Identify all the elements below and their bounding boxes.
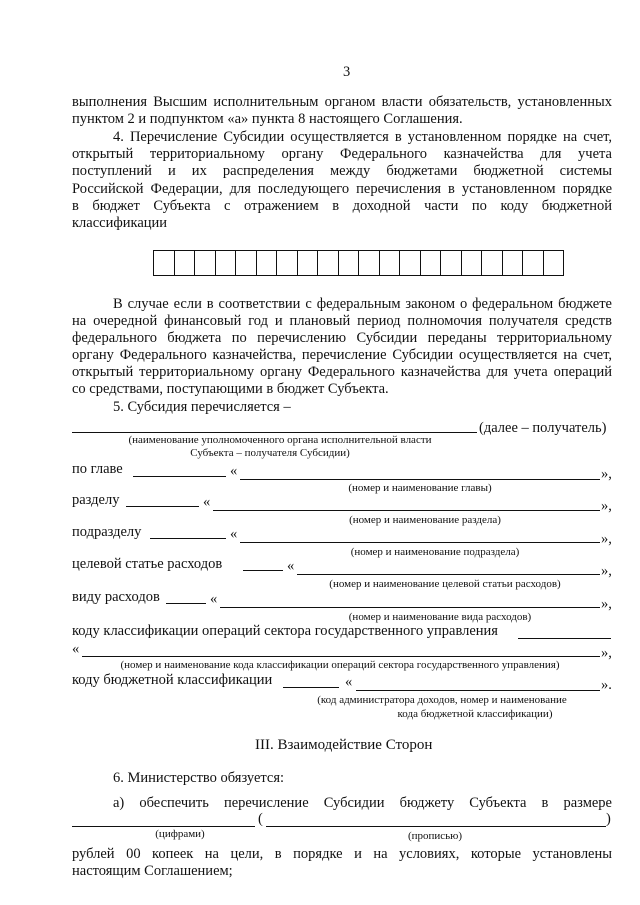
code-cell <box>522 251 543 275</box>
fill-line <box>220 607 600 608</box>
code-cell <box>481 251 502 275</box>
code-cell <box>399 251 420 275</box>
fill-line <box>297 574 600 575</box>
fill-line <box>72 826 255 827</box>
label: целевой статье расходов <box>72 556 223 572</box>
fill-line <box>126 506 199 507</box>
quote: « <box>287 558 295 574</box>
text-line: рублей 00 копеек на цели, в порядке и на условиях, которые установлены <box>72 846 612 862</box>
quote: « <box>72 641 80 657</box>
quote: », <box>601 498 612 514</box>
quote: », <box>601 645 612 661</box>
label: по главе <box>72 461 123 477</box>
text-line: пунктом 2 и подпунктом «а» пункта 8 настоящего Соглашения. <box>72 111 463 127</box>
fill-line <box>283 687 339 688</box>
code-cell <box>358 251 379 275</box>
code-cell <box>317 251 338 275</box>
code-cell <box>235 251 256 275</box>
code-cell <box>256 251 277 275</box>
text-line: В случае если в соответствии с федеральным законом о федеральном бюджете <box>113 296 612 312</box>
text-line: (далее – получатель) <box>479 420 607 436</box>
text-line: 6. Министерство обязуется: <box>113 770 285 786</box>
paren: ( <box>258 811 263 827</box>
quote: « <box>230 526 238 542</box>
fill-line <box>150 538 226 539</box>
code-cell <box>215 251 236 275</box>
text-line: открытый территориальному органу Федерального казначейства для учета <box>72 146 612 162</box>
text-line: федерального бюджета по перечислению Субсидии переданы территориальному <box>72 330 612 346</box>
caption: (наименование уполномоченного органа исполнительной власти <box>128 434 432 446</box>
text-line: со средствами, поступающими в бюджет Субъекта. <box>72 381 389 397</box>
fill-line <box>240 542 600 543</box>
label: подразделу <box>72 524 142 540</box>
label: виду расходов <box>72 589 160 605</box>
caption: (номер и наименование кода классификации операций сектора государственного управления) <box>120 659 560 671</box>
text-line: открытый территориальному органу Федерального казначейства для учета операций <box>72 364 612 380</box>
paren: ) <box>606 811 611 827</box>
quote: ». <box>601 677 612 693</box>
caption: (номер и наименование раздела) <box>349 514 501 526</box>
code-cell <box>174 251 195 275</box>
fill-line <box>356 690 600 691</box>
label: коду бюджетной классификации <box>72 672 273 688</box>
page-number: 3 <box>343 64 351 80</box>
caption: (цифрами) <box>155 828 205 840</box>
code-cell <box>297 251 318 275</box>
fill-line <box>72 432 477 433</box>
caption: (номер и наименование подраздела) <box>350 546 520 558</box>
fill-line <box>243 570 283 571</box>
text-line: Российской Федерации, для последующего перечисления в установленном порядке <box>72 181 612 197</box>
code-cell <box>543 251 564 275</box>
text-line: классификации <box>72 215 168 231</box>
text-line: поступлений и их распределения между бюджетами бюджетной системы <box>72 163 612 179</box>
text-line: на очередной финансовый год и плановый период полномочия получателя средств <box>72 313 612 329</box>
caption: Субъекта – получателя Субсидии) <box>190 447 350 459</box>
code-cell <box>420 251 441 275</box>
text-line: выполнения Высшим исполнительным органом власти обязательств, установленных <box>72 94 612 110</box>
fill-line <box>213 510 600 511</box>
text-line: 5. Субсидия перечисляется – <box>113 399 291 415</box>
caption: (прописью) <box>407 830 463 842</box>
code-cell <box>194 251 215 275</box>
quote: », <box>601 531 612 547</box>
caption: (код администратора доходов, номер и наименование <box>317 694 567 706</box>
caption: (номер и наименование главы) <box>348 482 492 494</box>
caption: кода бюджетной классификации) <box>397 708 553 720</box>
fill-line <box>266 826 606 827</box>
text-line: настоящим Соглашением; <box>72 863 233 879</box>
fill-line <box>133 476 226 477</box>
label: коду классификации операций сектора государственного управления <box>72 623 498 639</box>
text-line: 4. Перечисление Субсидии осуществляется в установленном порядке на счет, <box>113 129 612 145</box>
fill-line <box>240 479 600 480</box>
quote: », <box>601 596 612 612</box>
text-line: в бюджет Субъекта с отражением в доходной части по коду бюджетной <box>72 198 612 214</box>
budget-code-grid <box>153 250 564 276</box>
caption: (номер и наименование целевой статьи расходов) <box>329 578 561 590</box>
section-heading: III. Взаимодействие Сторон <box>255 737 433 753</box>
caption: (номер и наименование вида расходов) <box>348 611 532 623</box>
code-cell <box>154 251 174 275</box>
quote: « <box>203 494 211 510</box>
fill-line <box>166 603 206 604</box>
label: разделу <box>72 492 120 508</box>
quote: », <box>601 563 612 579</box>
fill-line <box>82 656 600 657</box>
code-cell <box>461 251 482 275</box>
code-cell <box>276 251 297 275</box>
code-cell <box>338 251 359 275</box>
fill-line <box>518 638 611 639</box>
text-line: а) обеспечить перечисление Субсидии бюджету Субъекта в размере <box>113 795 612 811</box>
quote: « <box>210 591 218 607</box>
quote: », <box>601 466 612 482</box>
quote: « <box>345 674 353 690</box>
code-cell <box>440 251 461 275</box>
code-cell <box>379 251 400 275</box>
quote: « <box>230 463 238 479</box>
code-cell <box>502 251 523 275</box>
text-line: органу Федерального казначейства, перечисление Субсидии осуществляется на счет, <box>72 347 612 363</box>
